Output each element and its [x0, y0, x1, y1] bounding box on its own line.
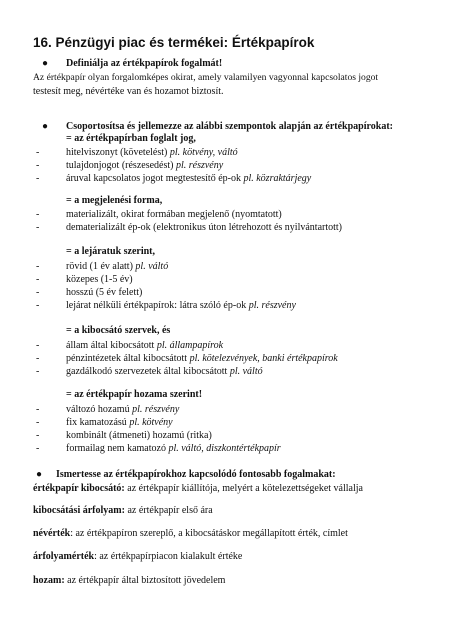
definition-line-1: Az értékpapír olyan forgalomképes okirat, amely valamilyen vagyonnal kapcsolatos jogot — [33, 72, 379, 83]
group-title: = az értékpapír hozama szerint! — [66, 389, 203, 400]
list-item-text: pénzintézetek által kibocsátott — [66, 353, 190, 364]
list-item — [66, 366, 263, 378]
list-item — [66, 160, 223, 172]
list-item-example: pl. részvény — [175, 160, 224, 171]
term-row — [33, 528, 348, 540]
list-item — [66, 173, 311, 185]
list-item-text: közepes (1-5 év) — [66, 274, 133, 285]
term-name: névérték — [33, 528, 71, 539]
term-row — [33, 575, 225, 587]
bullet-icon: ● — [42, 121, 49, 132]
term-name: hozam: — [33, 575, 65, 586]
list-item-example: pl. közraktárjegy — [243, 173, 312, 184]
list-item-text: materializált, okirat formában megjelenő (nyomtatott) — [66, 209, 282, 220]
term-row — [33, 551, 242, 563]
list-item — [66, 430, 212, 442]
list-item — [66, 300, 296, 312]
list-item-text: lejárat nélküli értékpapírok: látra szóló ép-ok — [66, 300, 249, 311]
dash-marker: - — [36, 417, 40, 428]
bullet-icon: ● — [36, 469, 43, 480]
list-item — [66, 274, 133, 286]
dash-marker: - — [36, 261, 40, 272]
list-item-text: áruval kapcsolatos jogot megtestesítő ép-ok — [66, 173, 244, 184]
list-item-text: tulajdonjogot (részesedést) — [66, 160, 176, 171]
dash-marker: - — [36, 366, 40, 377]
definition-line-2: testesít meg, névértéke van és hozamot biztosít. — [33, 86, 224, 97]
dash-marker: - — [36, 287, 40, 298]
dash-marker: - — [36, 404, 40, 415]
list-item — [66, 404, 179, 416]
term-name: értékpapír kibocsátó: — [33, 483, 125, 494]
group-title: = az értékpapírban foglalt jog, — [66, 133, 196, 144]
list-item — [66, 261, 168, 273]
list-item-text: állam által kibocsátott — [66, 340, 157, 351]
dash-marker: - — [36, 222, 40, 233]
dash-marker: - — [36, 173, 40, 184]
list-item-example: pl. kötvény — [129, 417, 173, 428]
term-row — [33, 505, 213, 517]
group-title: = a megjelenési forma, — [66, 195, 163, 206]
dash-marker: - — [36, 340, 40, 351]
list-item-example: pl. részvény — [132, 404, 180, 415]
dash-marker: - — [36, 160, 40, 171]
list-item-example: pl. váltó — [135, 261, 169, 272]
term-row — [33, 483, 363, 495]
dash-marker: - — [36, 443, 40, 454]
list-item-text: hosszú (5 év felett) — [66, 287, 143, 298]
term-definition: az értékpapír kiállítója, melyért a kötelezettségeket vállalja — [124, 483, 363, 494]
list-item-text: formailag nem kamatozó — [66, 443, 169, 454]
term-definition: : az értékpapírpiacon kialakult értéke — [94, 551, 243, 562]
group-title: = a lejáratuk szerint, — [66, 246, 156, 257]
list-item-example: pl. kötvény, váltó — [169, 147, 238, 158]
list-item — [66, 417, 173, 429]
dash-marker: - — [36, 147, 40, 158]
page-title: 16. Pénzügyi piac és termékei: Értékpapírok — [33, 35, 315, 50]
list-item — [66, 340, 223, 352]
list-item-text: dematerializált ép-ok (elektronikus úton létrehozott és nyilvántartott) — [66, 222, 343, 233]
dash-marker: - — [36, 209, 40, 220]
list-item-example: pl. váltó, diszkontértékpapír — [168, 443, 281, 454]
dash-marker: - — [36, 274, 40, 285]
list-item-text: gazdálkodó szervezetek által kibocsátott — [66, 366, 230, 377]
list-item — [66, 222, 342, 234]
group-title: = a kibocsátó szervek, és — [66, 325, 171, 336]
question-2-heading: Csoportosítsa és jellemezze az alábbi szempontok alapján az értékpapírokat: — [66, 121, 394, 132]
dash-marker: - — [36, 430, 40, 441]
question-3-heading: Ismertesse az értékpapírokhoz kapcsolódó fontosabb fogalmakat: — [56, 469, 336, 480]
bullet-icon: ● — [42, 58, 49, 69]
dash-marker: - — [36, 353, 40, 364]
list-item-example: pl. váltó — [229, 366, 263, 377]
term-name: árfolyamérték — [33, 551, 95, 562]
term-definition: az értékpapír első ára — [124, 505, 213, 516]
list-item-text: változó hozamú — [66, 404, 133, 415]
list-item-example: pl. állampapírok — [156, 340, 224, 351]
list-item — [66, 353, 338, 365]
list-item-example: pl. részvény — [248, 300, 296, 311]
list-item — [66, 443, 281, 455]
list-item — [66, 147, 238, 159]
list-item-text: fix kamatozású — [66, 417, 130, 428]
term-definition: az értékpapír által biztosított jövedelem — [64, 575, 226, 586]
term-definition: : az értékpapíron szereplő, a kibocsátáskor megállapított érték, címlet — [70, 528, 348, 539]
list-item — [66, 209, 282, 221]
list-item-text: rövid (1 év alatt) — [66, 261, 136, 272]
list-item — [66, 287, 142, 299]
list-item-text: kombinált (átmeneti) hozamú (ritka) — [66, 430, 212, 441]
term-name: kibocsátási árfolyam: — [33, 505, 125, 516]
list-item-text: hitelviszonyt (követelést) — [66, 147, 170, 158]
question-1-heading: Definiálja az értékpapírok fogalmát! — [66, 58, 223, 69]
dash-marker: - — [36, 300, 40, 311]
list-item-example: pl. kötelezvények, banki értékpapírok — [189, 353, 338, 364]
